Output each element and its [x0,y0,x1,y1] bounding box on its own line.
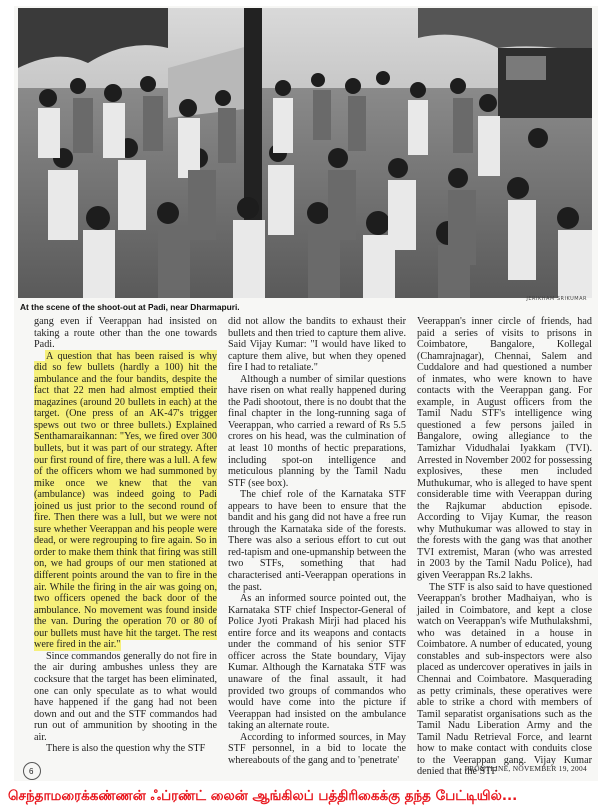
column1-paragraph-2: Since commandos generally do not fire in the air during ambushes unless they are cocksure that the target has been eliminated, one can only speculate as to what would have happened if the gang had not been down and out and the STF commandos had run out of ammunition by shooting in the air. [34,650,217,743]
column2-paragraph-4: According to informed sources, in May STF personnel, in a bid to locate the whereabouts of the gang and to 'penetrate' [228,731,406,766]
crowd-photo [18,8,592,298]
column2-paragraph-1: Although a number of similar questions have risen on what really happened during the Padi shootout, there is no doubt that the final chapter in the long-running saga of Veerappan, who carried a reward of Rs 5.5 crores on his head, was the culmination of at least 10 months of hectic preparations, including spot-on intelligence and meticulous planning by the Tamil Nadu STF (see box). [228,373,406,489]
photo-credit: JERIKHAM SRIKUMAR [526,296,587,302]
column3-paragraph-0: Veerappan's inner circle of friends, had paid a series of visits to prisons in Coimbatore, Bangalore, Kollegal (Chamrajnagar), Chennai, Salem and Cuddalore and had questioned a number of inmates, who were known to have contacts with the Veerappan gang. For example, in August officers from the Tamil Nadu STF's intelligence wing questioned a few persons jailed in Bangalore, owing allegiance to the Tamizhar Vidudhalai Iyakkam (TVI). Arrested in November 2002 for possessing explosives, these men included Muthukumar, who is alleged to have spent considerable time with Veerappan during the Rajkumar abduction episode. According to Vijay Kumar, the reason why Muthukumar was allowed to stay in the forests with the gang was that another TVI extremist, Maran (who was arrested in 2003 by the Tamil Nadu Police), had given Veerappan Rs.2 lakhs. [417,316,592,582]
magazine-footer: FRONTLINE, NOVEMBER 19, 2004 [464,764,587,773]
column1-paragraph-3: There is also the question why the STF [46,743,206,755]
crowd-photo-icon [18,8,592,298]
photo-caption: At the scene of the shoot-out at Padi, near Dharmapuri. [20,302,240,312]
column2-paragraph-3: As an informed source pointed out, the Karnataka STF chief Inspector-General of Police Jyoti Prakash Mirji had placed his entire force and its weapons and contacts under the command of his senior STF officer across the State boundary, Vijay Kumar. Although the Karnataka STF was unaware of the final assault, it had provided two groups of commandos who would have come into the picture if Veerappan had insisted on the ambulance taking an alternate route. [228,593,406,732]
highlighted-quote: A question that has been raised is why did so few bullets (hardly a 100) hit the ambulance and the four bandits, despite the fact that 22 men had almost emptied their magazines (around 20 bullets in each) at the target. (One press of an AK-47's trigger spews out two or three bullets.) Explained Senthamaraikannan: "Yes, we fired over 300 bullets, but it was part of our strategy. After our first round of fire, there was a lull. A few of the officers whom we had summoned by mike once we knew that the van (ambulance) was indeed going to Padi joined us just prior to the second round of fire. Then there was a lull, but we were not sure whether Veerappan and his people were dead, or were regrouping to fire again. So in order to make them think that firing was still on, we had groups of our men stationed at different points around the van to fire in the air. While the firing in the air was going on, two officers opened the back door of the ambulance. No movement was found inside the van. During the operation 70 or 80 of our bullets must have hit the target. The rest were fired in the air." [34,350,217,651]
column2-paragraph-2: The chief role of the Karnataka STF appears to have been to ensure that the bandit and his gang did not have a free run through the Karnataka side of the forests. There was also a serious effort to cut out red-tapism and one-upmanship between the two STFs, something that had characterised anti-Veerappan operations in the past. [228,489,406,593]
article-column-1 [34,316,217,762]
page-number: 6 [29,767,34,776]
column3-paragraph-1: The STF is also said to have questioned Veerappan's brother Madhaiyan, who is jailed in Coimbatore, and kept a close watch on Veerappan's wife Muthulakshmi, who was detained in a house in Coimbatore. A number of educated, young constables and sub-inspectors were also placed as undercover operatives in jails in Chennai and Coimbatore. Masquerading as petty criminals, these operatives were able to strike a chord with members of Tamil separatist organisations such as the Tamil Nadu Liberation Army and the Tamil Nadu Retrieval Force, and learnt how to make contact with conduits close to the Veerappan gang. Vijay Kumar denied that the STF [417,581,592,778]
article-column-2 [228,316,406,766]
column1-paragraph-highlighted [34,351,217,651]
tamil-caption-banner: செந்தாமரைக்கண்ணன் ஃப்ரண்ட் லைன் ஆங்கிலப் பத்திரிகைக்கு தந்த பேட்டியில்... [8,788,518,804]
column1-paragraph-0: gang even if Veerappan had insisted on taking a route other than the one towards Padi. [34,316,217,351]
column2-paragraph-0: did not allow the bandits to exhaust their bullets and then tried to capture them alive. Said Vijay Kumar: "I would have liked to capture them alive, but when they opened fire I had to retaliate." [228,316,406,374]
